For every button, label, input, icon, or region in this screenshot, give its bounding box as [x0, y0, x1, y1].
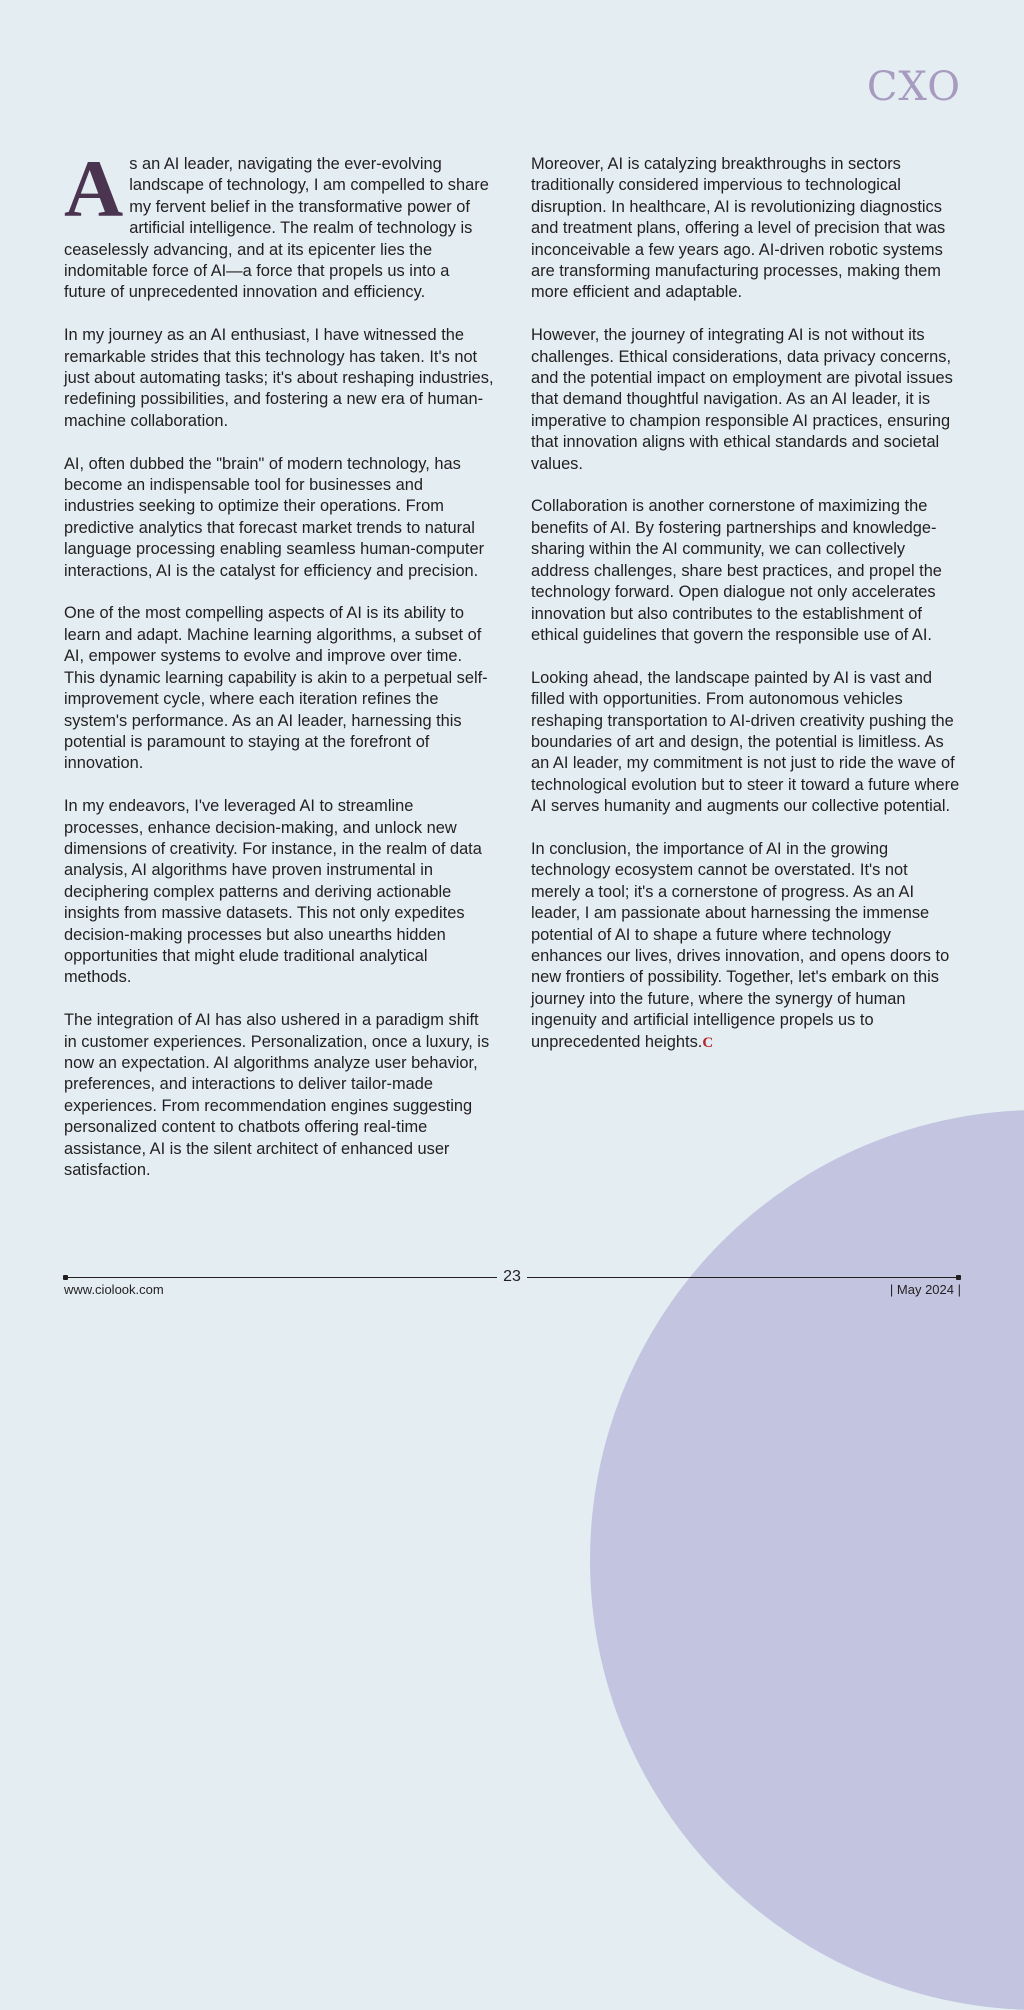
- page-number: 23: [497, 1268, 527, 1286]
- issue-date: | May 2024 |: [889, 1282, 961, 1297]
- article-paragraph: In my endeavors, I've leveraged AI to streamline processes, enhance decision-making, and unlock new dimensions of creativity. For instance, in the realm of data analysis, AI algorithms have proven instrumental in deciphering complex patterns and deriving actionable insights from massive datasets. This not only expedites decision-making processes but also unearths hidden opportunities that might elude traditional analytical methods.: [64, 797, 482, 987]
- article-column-right: [531, 154, 961, 1075]
- article-paragraph: Collaboration is another cornerstone of maximizing the benefits of AI. By fostering partnerships and knowledge-sharing within the AI community, we can collectively address challenges, share best practices, and propel the technology forward. Open dialogue not only accelerates innovation but also contributes to the establishment of ethical guidelines that govern the responsible use of AI.: [531, 497, 942, 644]
- closing-paragraph: [531, 839, 961, 1054]
- magazine-logo: CXO: [866, 64, 961, 110]
- article-paragraph: Moreover, AI is catalyzing breakthroughs in sectors traditionally considered impervious to technological disruption. In healthcare, AI is revolutionizing diagnostics and treatment plans, offering a level of precision that was inconceivable a few years ago. AI-driven robotic systems are transforming manufacturing processes, making them more efficient and adaptable.: [531, 155, 946, 302]
- article-paragraph: AI, often dubbed the "brain" of modern technology, has become an indispensable tool for businesses and industries seeking to optimize their operations. From predictive analytics that forecast market trends to natural language processing enabling seamless human-computer interactions, AI is the catalyst for efficiency and precision.: [64, 454, 485, 580]
- article-paragraph: However, the journey of integrating AI is not without its challenges. Ethical considerations, data privacy concerns, and the potential impact on employment are pivotal issues that demand thoughtful navigation. As an AI leader, it is imperative to champion responsible AI practices, ensuring that innovation aligns with ethical standards and societal values.: [531, 326, 953, 473]
- footer-rule-end-left: [63, 1275, 68, 1280]
- article-paragraph: Looking ahead, the landscape painted by AI is vast and filled with opportunities. From autonomous vehicles reshaping transportation to AI-driven creativity pushing the boundaries of art and design, the potential is limitless. As an AI leader, my commitment is not just to ride the wave of technological evolution but to steer it toward a future where AI serves humanity and augments our collective potential.: [531, 668, 960, 816]
- article-column-left: [64, 143, 494, 1203]
- article-paragraph: The integration of AI has also ushered in a paradigm shift in customer experiences. Personalization, once a luxury, is now an expectation. AI algorithms analyze user behavior, preferences, and interactions to deliver tailor-made experiences. From recommendation engines suggesting personalized content to chatbots offering real-time assistance, AI is the silent architect of enhanced user satisfaction.: [64, 1011, 490, 1180]
- drop-cap: A: [64, 143, 124, 234]
- article-paragraph: One of the most compelling aspects of AI is its ability to learn and adapt. Machine learning algorithms, a subset of AI, empower systems to evolve and improve over time. This dynamic learning capability is akin to a perpetual self-improvement cycle, where each iteration refines the system's performance. As an AI leader, harnessing this potential is paramount to staying at the forefront of innovation.: [64, 604, 488, 773]
- intro-text: s an AI leader, navigating the ever-evolving landscape of technology, I am compelled to share my fervent belief in the transformative power of artificial intelligence. The realm of technology is ceaselessly advancing, and at its epicenter lies the indomitable force of AI—a force that propels us into a future of unprecedented innovation and efficiency.: [64, 155, 489, 302]
- decorative-circle: [590, 1110, 1024, 2010]
- footer-website-link[interactable]: www.ciolook.com: [64, 1282, 164, 1297]
- closing-text: In conclusion, the importance of AI in the growing technology ecosystem cannot be overstated. It's not merely a tool; it's a cornerstone of progress. As an AI leader, I am passionate about harnessing the immense potential of AI to shape a future where technology enhances our lives, drives innovation, and opens doors to new frontiers of possibility. Together, let's embark on this journey into the future, where the synergy of human ingenuity and artificial intelligence propels us to unprecedented heights.: [531, 839, 950, 1051]
- article-paragraph: In my journey as an AI enthusiast, I have witnessed the remarkable strides that this technology has taken. It's not just about automating tasks; it's about reshaping industries, redefining possibilities, and fostering a new era of human-machine collaboration.: [64, 326, 494, 430]
- intro-paragraph: [64, 143, 494, 304]
- end-mark-icon: C: [702, 1034, 714, 1051]
- footer-rule-end-right: [956, 1275, 961, 1280]
